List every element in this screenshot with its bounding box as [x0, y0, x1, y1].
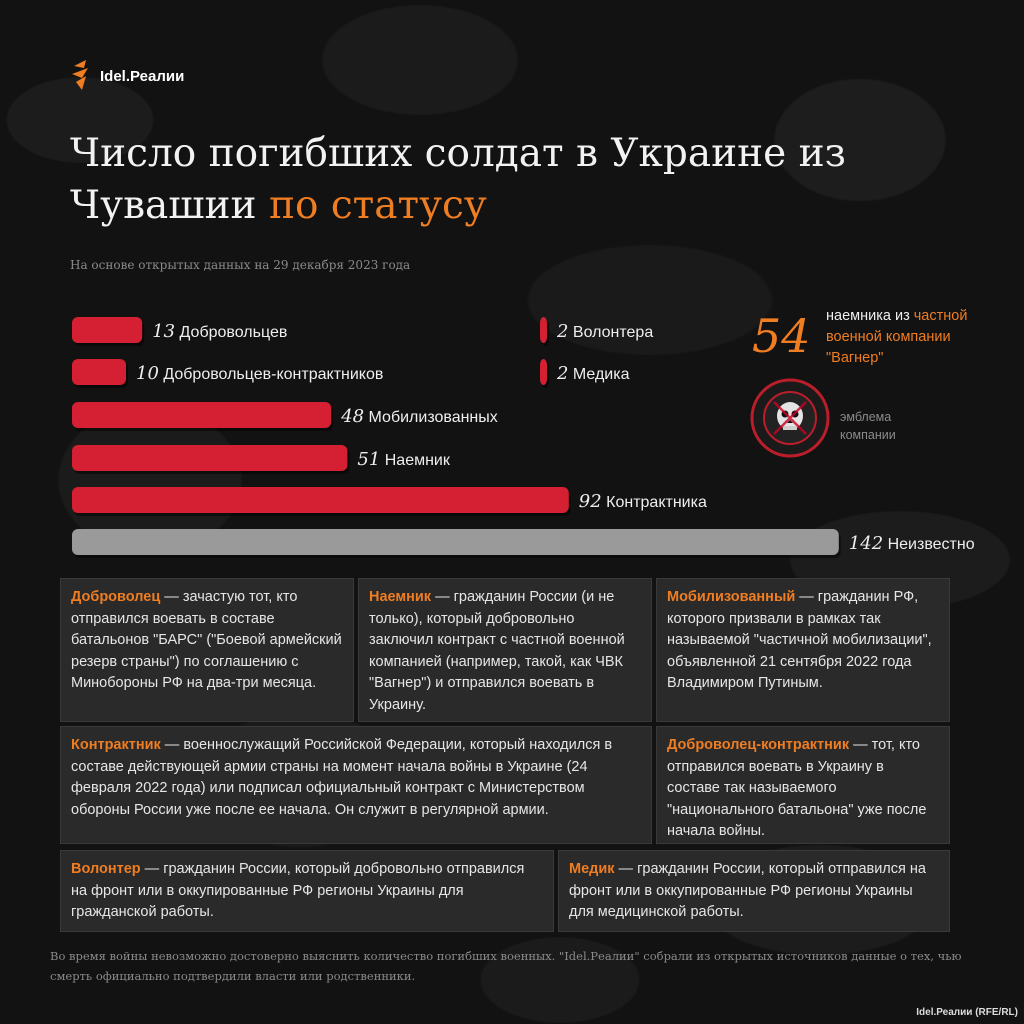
wagner-count: 54 — [752, 309, 811, 363]
bar — [72, 359, 126, 385]
bar-label — [556, 363, 630, 384]
bar-category-label: Неизвестно — [883, 536, 975, 553]
credit: Idel.Реалии (RFE/RL) — [916, 1007, 1018, 1018]
bar-value-label: 51 — [357, 449, 381, 470]
bar-value-label: 10 — [136, 363, 159, 384]
wagner-text-accent: частной военной компании "Вагнер" — [826, 308, 968, 366]
title-accent: по статусу — [268, 183, 487, 228]
bar-group — [72, 529, 975, 558]
bar-category-label: Волонтера — [568, 324, 654, 341]
definition-card-volunteer — [60, 578, 354, 722]
flame-icon — [70, 56, 94, 96]
definition-term: Доброволец — [71, 589, 161, 605]
definition-term: Контрактник — [71, 737, 161, 753]
definition-text: — гражданин РФ, которого призвали в рамках так называемой "частичной мобилизации", объявленной 21 сентября 2022 года Владимиром Путиным. — [667, 589, 932, 691]
bar-label — [579, 491, 707, 512]
page-title — [70, 128, 970, 232]
bar-category-label: Мобилизованных — [364, 409, 498, 426]
definition-card-civil-volunteer — [60, 850, 554, 932]
definition-text: — военнослужащий Российской Федерации, который находился в составе действующей армии страны на момент начала войны в Украине (24 февраля 2022 года) или подписал официальный контракт с Министерством обороны России уже после ее начала. Он служит в регулярной армии. — [71, 737, 613, 818]
bar-value-label: 13 — [152, 321, 176, 342]
definition-card-mobilized — [656, 578, 950, 722]
footnote: Во время войны невозможно достоверно выяснить количество погибших военных. "Idel.Реалии" собрали из открытых источников данные о тех, чью смерть официально подтвердили власти или родственники. — [50, 949, 962, 983]
bar-group — [72, 487, 707, 516]
definition-term: Наемник — [369, 589, 432, 605]
bar-value-label: 142 — [848, 533, 884, 554]
bar-category-label: Добровольцев-контрактников — [158, 366, 384, 383]
subtitle: На основе открытых данных на 29 декабря 2023 года — [70, 258, 411, 272]
bar-value-label: 48 — [341, 406, 365, 427]
bar-group — [72, 317, 287, 346]
bar-label — [152, 321, 287, 342]
title-main: Число погибших солдат в Украине из Чувашии — [70, 131, 846, 228]
bar — [72, 445, 347, 471]
bar — [72, 529, 839, 555]
bar-group — [72, 445, 451, 474]
bar — [540, 317, 547, 343]
bar-label — [340, 406, 498, 427]
logo-text: Idel.Реалии — [100, 67, 185, 85]
bar-label — [556, 321, 653, 342]
bar — [540, 359, 547, 385]
definition-text: — гражданин России, который добровольно отправился на фронт или в оккупированные РФ регионы Украины для гражданской работы. — [71, 861, 525, 920]
bar-category-label: Добровольцев — [175, 324, 288, 341]
definition-card-volunteer-contractor — [656, 726, 950, 844]
definition-text: — тот, кто отправился воевать в Украину в составе так называемого "национального батальона" уже после начала войны. — [667, 737, 927, 839]
bar-category-label: Наемник — [380, 452, 450, 469]
bar-value-label: 2 — [557, 363, 569, 384]
bar-label — [357, 449, 450, 470]
wagner-emblem-icon — [750, 378, 830, 458]
bar-group — [540, 359, 630, 388]
definition-text: — гражданин России (и не только), который добровольно заключил контракт с частной военной компанией (например, такой, как ЧВК "Вагнер") и отправился воевать в Украину. — [369, 589, 625, 713]
bar-group — [72, 359, 383, 388]
bar-group — [72, 402, 498, 431]
bar — [72, 402, 331, 428]
emblem-caption: эмблема компании — [840, 410, 896, 442]
definition-term: Волонтер — [71, 861, 141, 877]
definition-card-contractor — [60, 726, 652, 844]
definition-card-medic — [558, 850, 950, 932]
bar — [72, 317, 142, 343]
bar-value-label: 92 — [578, 491, 602, 512]
definition-text: — гражданин России, который отправился на фронт или в оккупированные РФ регионы Украины для медицинской работы. — [569, 861, 926, 920]
definition-term: Мобилизованный — [667, 589, 796, 605]
bar-category-label: Медика — [568, 366, 630, 383]
wagner-text: наемника из — [826, 308, 914, 324]
brand-logo — [70, 56, 184, 96]
definition-text: — зачастую тот, кто отправился воевать в составе батальонов "БАРС" ("Боевой армейский резерв страны") по соглашению с Минобороны РФ на два-три месяца. — [71, 589, 342, 691]
bar-label — [136, 363, 383, 384]
definition-card-mercenary — [358, 578, 652, 722]
bar-category-label: Контрактника — [601, 494, 707, 511]
bar — [72, 487, 569, 513]
definition-term: Доброволец-контрактник — [667, 737, 850, 753]
bar-group — [540, 317, 653, 346]
definition-term: Медик — [569, 861, 615, 877]
bar-label — [849, 533, 975, 554]
wagner-description — [826, 306, 1006, 369]
bar-value-label: 2 — [557, 321, 569, 342]
